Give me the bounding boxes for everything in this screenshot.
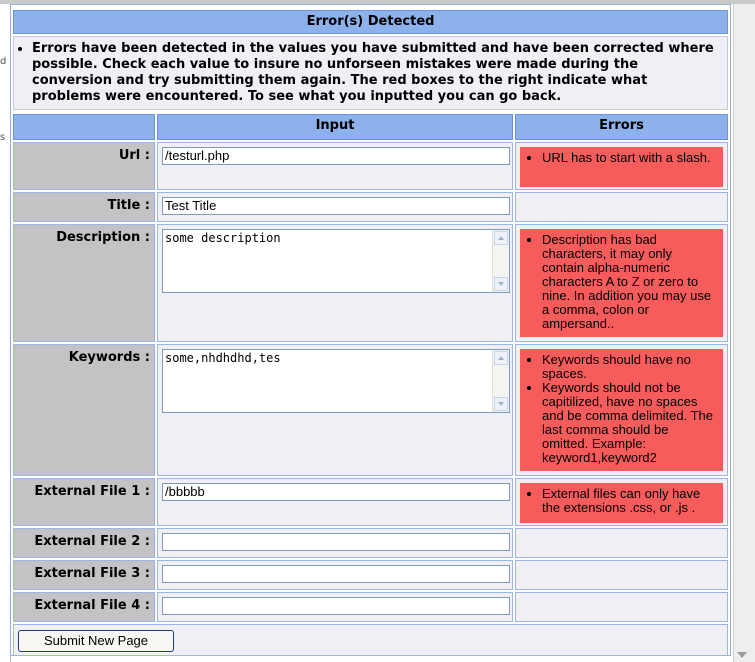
description-label: Description : [13, 224, 155, 342]
url-label: Url : [13, 142, 155, 190]
submit-cell [13, 624, 728, 656]
keywords-error-cell [515, 344, 728, 476]
title-label: Title : [13, 192, 155, 222]
external-file-2-label: External File 2 : [13, 528, 155, 558]
table-row-submit [13, 624, 728, 656]
textarea-scrollbar[interactable] [492, 350, 509, 412]
url-input[interactable]: /testurl.php [162, 147, 510, 165]
column-header-errors: Errors [515, 114, 728, 140]
error-message-box [13, 36, 728, 110]
table-row-external-file-4 [13, 592, 728, 622]
description-textarea[interactable] [162, 229, 510, 293]
external-file-4-error-cell [515, 592, 728, 622]
external-file-1-error-cell [515, 478, 728, 526]
description-cell [157, 224, 513, 342]
external-file-4-input[interactable] [162, 597, 510, 615]
external-file-3-label: External File 3 : [13, 560, 155, 590]
external-file-3-input[interactable] [162, 565, 510, 583]
url-error-cell [515, 142, 728, 190]
error-item: • Description has bad characters, it may only contain alpha-numeric characters A to Z or zero to nine. In addition you may use a comma, colon or ampersand.. [542, 233, 717, 331]
external-file-2-error-cell [515, 528, 728, 558]
submit-new-page-button[interactable]: Submit New Page [18, 630, 174, 652]
url-error-box [520, 147, 723, 187]
description-error-box [520, 229, 723, 337]
description-error-cell [515, 224, 728, 342]
table-row-external-file-3 [13, 560, 728, 590]
table-row-keywords [13, 344, 728, 476]
error-header-title: Error(s) Detected [13, 10, 728, 34]
background-glyph: d [0, 56, 7, 67]
keywords-text: some,nhdhdhd,tes [165, 351, 281, 365]
external-file-4-cell [157, 592, 513, 622]
table-row-title [13, 192, 728, 222]
error-item: • External files can only have the extensions .css, or .js . [542, 487, 717, 515]
background-glyph: s [0, 132, 6, 143]
table-header-row [13, 114, 728, 140]
external-file-1-error-box [520, 483, 723, 523]
scroll-up-icon[interactable] [494, 351, 508, 365]
column-header-input: Input [157, 114, 513, 140]
title-cell [157, 192, 513, 222]
keywords-error-box [520, 349, 723, 471]
external-file-4-label: External File 4 : [13, 592, 155, 622]
error-item: • Keywords should have no spaces. [542, 353, 717, 381]
external-file-3-cell [157, 560, 513, 590]
external-file-2-input[interactable] [162, 533, 510, 551]
keywords-textarea[interactable] [162, 349, 510, 413]
external-file-1-cell [157, 478, 513, 526]
keywords-cell [157, 344, 513, 476]
error-item: • URL has to start with a slash. [542, 151, 717, 165]
window-scrollbar[interactable] [733, 4, 755, 662]
error-item: • Keywords should not be capitilized, have no spaces and be comma delimited. The last comma should be omitted. Example: keyword1,keyword2 [542, 381, 717, 465]
table-row-description [13, 224, 728, 342]
title-error-cell [515, 192, 728, 222]
keywords-label: Keywords : [13, 344, 155, 476]
scroll-down-arrow-icon[interactable] [737, 652, 747, 658]
description-text: some description [165, 231, 281, 245]
external-file-1-input[interactable]: /bbbbb [162, 483, 510, 501]
external-file-1-label: External File 1 : [13, 478, 155, 526]
table-header-blank [13, 114, 155, 140]
external-file-2-cell [157, 528, 513, 558]
textarea-scrollbar[interactable] [492, 230, 509, 292]
table-row-external-file-2 [13, 528, 728, 558]
table-row-external-file-1 [13, 478, 728, 526]
scroll-up-icon[interactable] [494, 231, 508, 245]
scroll-down-icon[interactable] [494, 397, 508, 411]
table-row-url [13, 142, 728, 190]
external-file-3-error-cell [515, 560, 728, 590]
error-message-text: • Errors have been detected in the values you have submitted and have been corrected where possible. Check each value to insure no unforseen mistakes were made during the conversion and try submitting them again. The red boxes to the right indicate what problems were encountered. To see what you inputted you can go back. [32, 41, 719, 105]
scroll-down-icon[interactable] [494, 277, 508, 291]
url-cell [157, 142, 513, 190]
title-input[interactable]: Test Title [162, 197, 510, 215]
